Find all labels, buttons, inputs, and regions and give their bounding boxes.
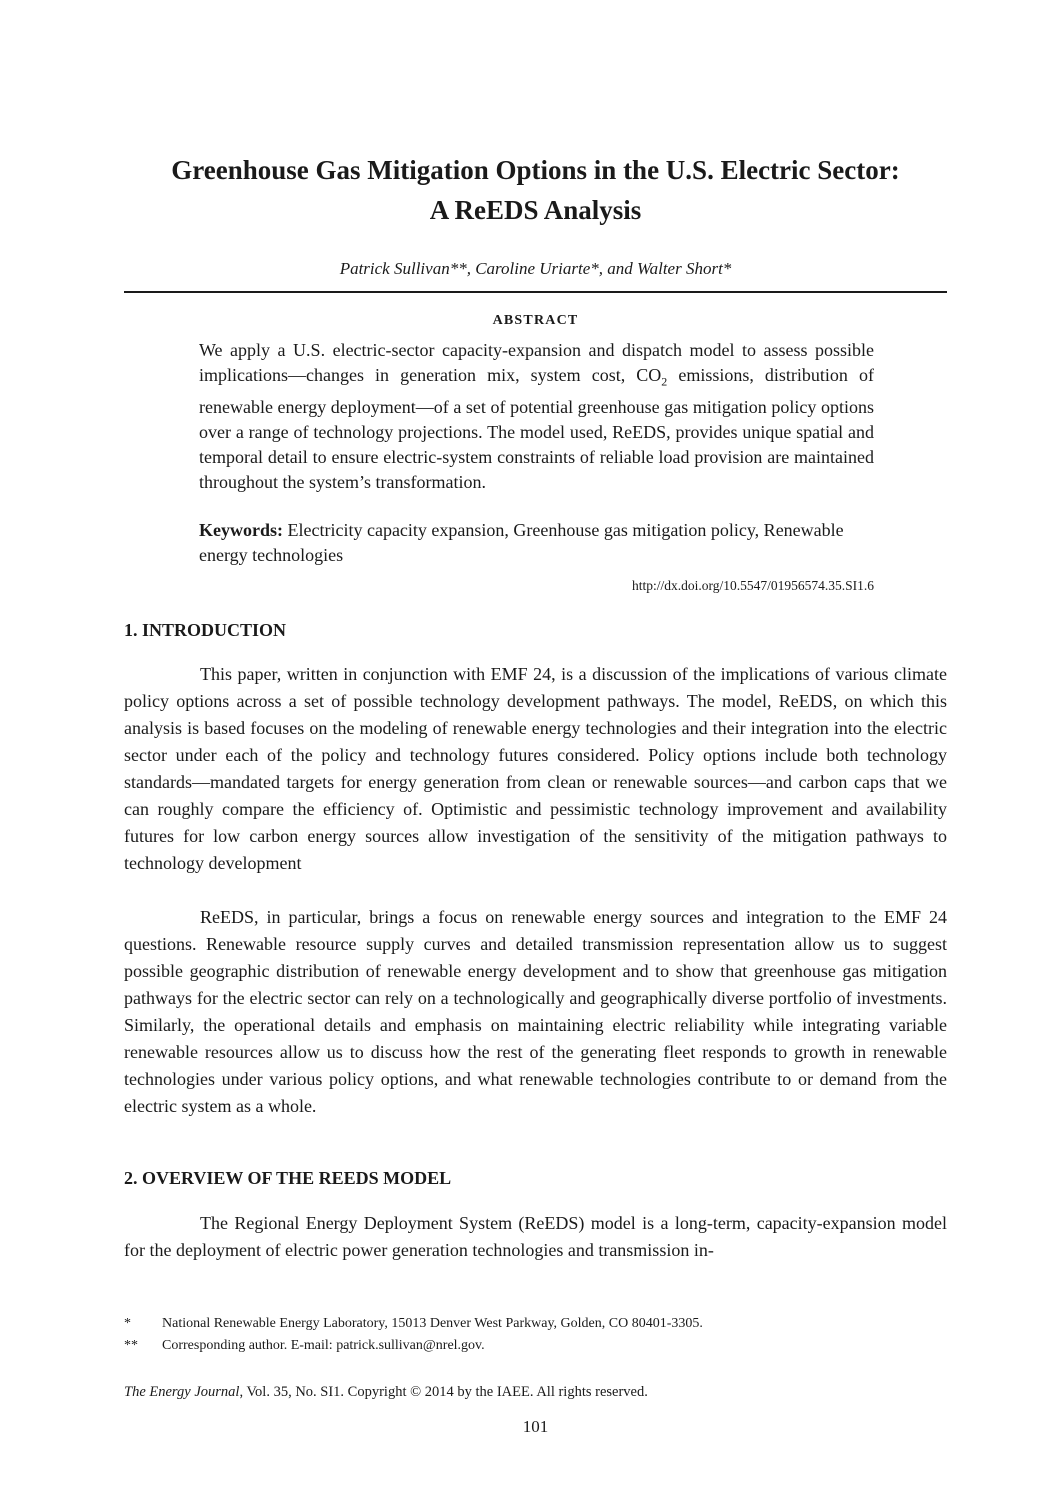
- title-line-1: Greenhouse Gas Mitigation Options in the U.S. Electric Sector:: [171, 155, 900, 185]
- abstract-text-part-1: We apply a U.S. electric-sector capacity-expansion and dispatch model to assess possible implications—changes in generation mix, system cost, CO: [199, 340, 874, 385]
- abstract-heading: ABSTRACT: [492, 313, 579, 328]
- intro-paragraph-1: This paper, written in conjunction with EMF 24, is a discussion of the implications of various climate policy options across a set of possible technology development pathways. The model, ReEDS, on which this analysis is based focuses on the modeling of renewable energy technologies and their integration into the electric sector under each of the policy and technology futures considered. Policy options include both technology standards—mandated targets for energy generation from clean or renewable sources—and carbon caps that we can roughly compare the efficiency of. Optimistic and pessimistic technology improvement and availability futures for low carbon energy sources allow investigation of the sensitivity of the mitigation pathways to technology development: [124, 664, 947, 873]
- overview-paragraph-1: The Regional Energy Deployment System (ReEDS) model is a long-term, capacity-expansion model for the deployment of electric power generation technologies and transmission in-: [124, 1213, 947, 1260]
- intro-paragraph-2: ReEDS, in particular, brings a focus on renewable energy sources and integration to the EMF 24 questions. Renewable resource supply curves and detailed transmission representation allow us to suggest possible geographic distribution of renewable energy development and to show that greenhouse gas mitigation pathways for the electric sector can rely on a technologically and geographically diverse portfolio of investments. Similarly, the operational details and emphasis on maintaining electric reliability while integrating variable renewable resources allow us to discuss how the rest of the generating fleet responds to growth in renewable technologies under various policy options, and what renewable technologies contribute to or demand from the electric system as a whole.: [124, 907, 947, 1116]
- keywords-text: Electricity capacity expansion, Greenhouse gas mitigation policy, Renewable energy technologies: [199, 520, 844, 565]
- abstract-text: [199, 338, 874, 495]
- footnote-text: National Renewable Energy Laboratory, 15013 Denver West Parkway, Golden, CO 80401-3305.: [162, 1316, 703, 1331]
- section-heading-introduction: 1. INTRODUCTION: [124, 620, 287, 640]
- title-line-2: A ReEDS Analysis: [429, 195, 642, 225]
- abstract-text-part-2: emissions, distribution of renewable energy deployment—of a set of potential greenhouse gas mitigation policy options over a range of technology projections. The model used, ReEDS, provides unique spatial and temporal detail to ensure electric-system constraints of reliable load provision are maintained throughout the system’s transformation.: [199, 365, 874, 492]
- section-heading-overview: 2. OVERVIEW OF THE REEDS MODEL: [124, 1168, 452, 1188]
- footnote-mark: **: [124, 1338, 138, 1353]
- page-number: 101: [522, 1417, 549, 1436]
- keywords-label: Keywords:: [199, 520, 283, 540]
- footnote: [124, 1335, 947, 1357]
- footnotes: [124, 1313, 947, 1357]
- journal-details: , Vol. 35, No. SI1. Copyright © 2014 by the IAEE. All rights reserved.: [239, 1384, 648, 1400]
- journal-name: The Energy Journal: [124, 1384, 240, 1400]
- footnote-text: Corresponding author. E-mail: patrick.sullivan@nrel.gov.: [162, 1338, 485, 1353]
- keywords: [199, 518, 874, 568]
- paper-title: [100, 150, 971, 230]
- footnote: [124, 1313, 947, 1335]
- co2-subscript: 2: [661, 374, 668, 389]
- footnote-mark: *: [124, 1316, 131, 1331]
- journal-citation: [124, 1381, 947, 1403]
- author-list: Patrick Sullivan**, Caroline Uriarte*, and Walter Short*: [339, 259, 732, 278]
- doi-link[interactable]: http://dx.doi.org/10.5547/01956574.35.SI1.6: [631, 578, 874, 593]
- header-divider: [124, 291, 947, 293]
